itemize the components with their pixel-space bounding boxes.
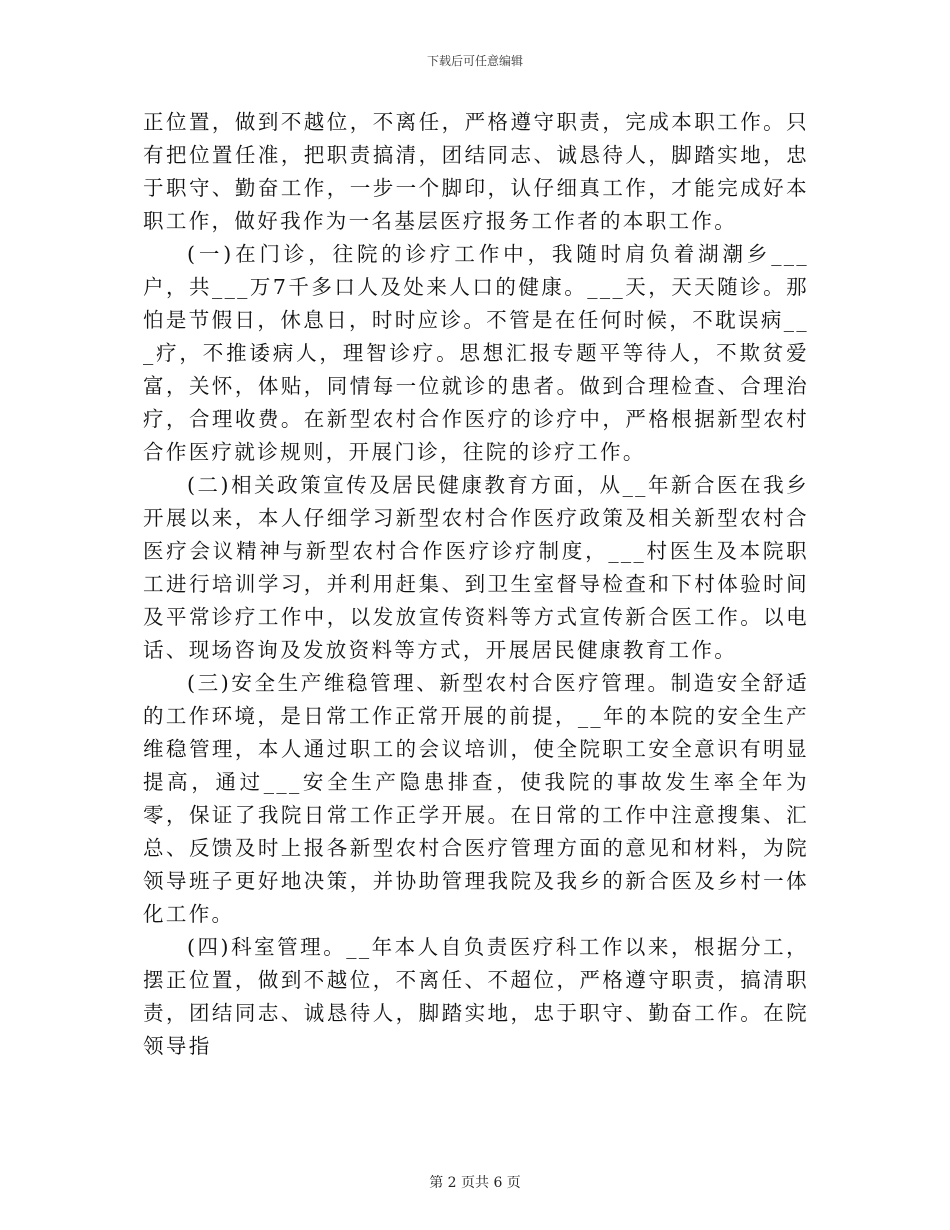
paragraph-continuation: 正位置，做到不越位，不离任，严格遵守职责，完成本职工作。只有把位置任准，把职责搞清，团结同志、诚恳待人，脚踏实地，忠于职守、勤奋工作，一步一个脚印，认仔细真工作，才能完成好本职工作，做好我作为一名基层医疗报务工作者的本职工作。 — [143, 110, 809, 233]
document-body — [143, 106, 809, 1063]
paragraph-safety-management: (三)安全生产维稳管理、新型农村合医疗管理。制造安全舒适的工作环境，是日常工作正常开展的前提，__年的本院的安全生产维稳管理，本人通过职工的会议培训，使全院职工安全意识有明显提高，通过___安全生产隐患排查，使我院的事故发生率全年为零，保证了我院日常工作正学开展。在日常的工作中注意搜集、汇总、反馈及时上报各新型农村合医疗管理方面的意见和材料，为院领导班子更好地决策，并协助管理我院及我乡的新合医及乡村一体化工作。 — [143, 671, 809, 926]
page-header: 下载后可任意编辑 — [426, 54, 523, 68]
paragraph-policy-education: (二)相关政策宣传及居民健康教育方面，从__年新合医在我乡开展以来，本人仔细学习新型农村合作医疗政策及相关新型农村合医疗会议精神与新型农村合作医疗诊疗制度，___村医生及本院职工进行培训学习，并利用赶集、到卫生室督导检查和下村体验时间及平常诊疗工作中，以发放宣传资料等方式宣传新合医工作。以电话、现场咨询及发放资料等方式，开展居民健康教育工作。 — [143, 473, 809, 662]
page-number: 第 2 页共 6 页 — [429, 1175, 521, 1191]
paragraph-outpatient: (一)在门诊，往院的诊疗工作中，我随时肩负着湖潮乡___户，共___万7千多口人及处来人口的健康。___天，天天随诊。那怕是节假日，休息日，时时应诊。不管是在任何时候，不耽误病___疗，不推诿病人，理智诊疗。思想汇报专题平等待人，不欺贫爱富，关怀，体贴，同情每一位就诊的患者。做到合理检查、合理治疗，合理收费。在新型农村合作医疗的诊疗中，严格根据新型农村合作医疗就诊规则，开展门诊，往院的诊疗工作。 — [143, 242, 809, 464]
paragraph-department-management: (四)科室管理。__年本人自负责医疗科工作以来，根据分工，摆正位置，做到不越位，不离任、不超位，严格遵守职责，搞清职责，团结同志、诚恳待人，脚踏实地，忠于职守、勤奋工作。在院领导指 — [143, 935, 809, 1058]
